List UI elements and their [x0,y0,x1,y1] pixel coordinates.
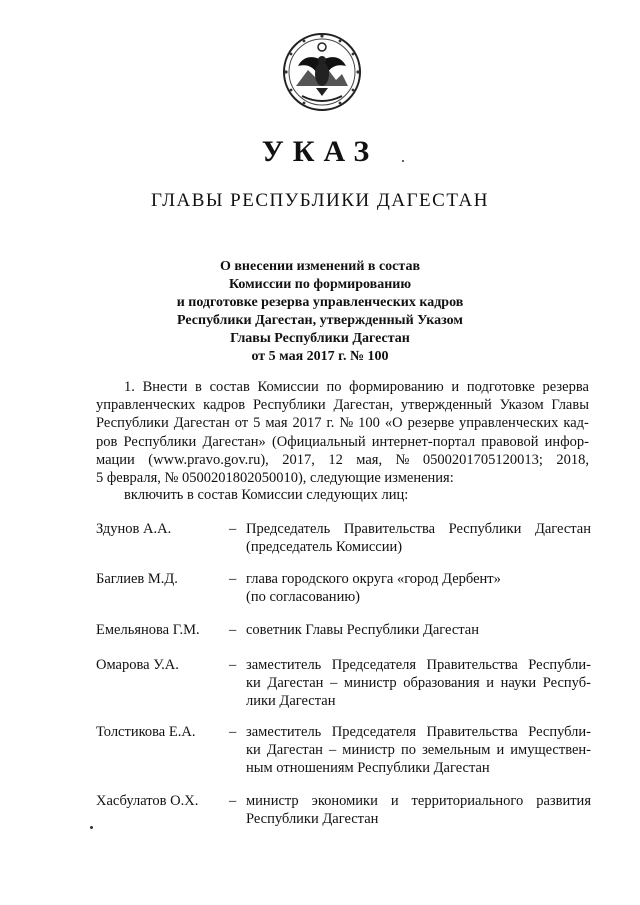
role-line: министр экономики и территориального развития [246,793,591,809]
member-dash: – [229,793,237,809]
role-line: (председатель Комиссии) [246,539,403,556]
role-line: ки Дагестан – министр по земельным и имуществен- [246,742,591,759]
paragraph-line: мации (www.pravo.gov.ru), 2017, 12 мая, № 0500201705120013; 2018, [96,451,589,468]
member-dash: – [229,521,237,537]
document-title: УКАЗ [261,135,379,168]
paragraph-line: Республики Дагестан от 5 мая 2017 г. № 100 «О резерве управленческих кад- [96,415,589,432]
role-line: лики Дагестан [246,693,336,710]
member-role [246,570,591,606]
member-name: Толстикова Е.А. [96,724,196,740]
scan-speck [402,160,404,162]
role-line: Республики Дагестан [246,811,379,828]
heading-line: О внесении изменений в состав [219,259,421,274]
paragraph-line: ров Республики Дагестан» (Официальный интернет-портал правовой инфор- [96,433,589,450]
member-name: Емельянова Г.М. [96,622,200,638]
role-line: (по согласованию) [246,589,360,606]
member-dash: – [229,571,237,587]
dagestan-coat-of-arms-icon [280,30,364,114]
role-line: заместитель Председателя Правительства Республи- [246,657,591,673]
document-subtitle: ГЛАВЫ РЕСПУБЛИКИ ДАГЕСТАН [151,190,489,211]
heading-line: и подготовке резерва управленческих кадров [176,295,464,310]
heading-line: от 5 мая 2017 г. № 100 [251,349,389,364]
role-line: советник Главы Республики Дагестан [246,622,479,638]
paragraph-line: управленческих кадров Республики Дагестан, утвержденный Указом Главы [96,397,589,414]
scan-speck [90,826,93,829]
role-line: глава городского округа «город Дербент» [246,571,501,587]
paragraph-line: 1. Внести в состав Комиссии по формированию и подготовке резерва [124,379,589,395]
heading-line: Главы Республики Дагестан [230,331,410,346]
main-paragraph [96,378,589,487]
member-name: Здунов А.А. [96,521,172,537]
member-dash: – [229,622,237,638]
role-line: ным отношениям Республики Дагестан [246,760,490,777]
member-name: Хасбулатов О.Х. [96,793,199,809]
member-name: Омарова У.А. [96,657,179,673]
role-line: заместитель Председателя Правительства Республи- [246,724,591,740]
heading-line: Комиссии по формированию [228,277,412,292]
member-role [246,621,591,639]
member-role [246,656,591,711]
member-role [246,792,591,828]
paragraph-line: 5 февраля, № 0500201802050010), следующие изменения: [96,470,454,487]
role-line: Председатель Правительства Республики Дагестан [246,521,591,537]
member-name: Баглиев М.Д. [96,571,178,587]
include-members-line: включить в состав Комиссии следующих лиц: [124,487,409,503]
member-dash: – [229,724,237,740]
member-role [246,520,591,556]
heading-line: Республики Дагестан, утвержденный Указом [177,313,463,328]
role-line: ки Дагестан – министр образования и науки Респуб- [246,675,591,692]
member-dash: – [229,657,237,673]
member-role [246,723,591,778]
document-heading [120,258,520,366]
